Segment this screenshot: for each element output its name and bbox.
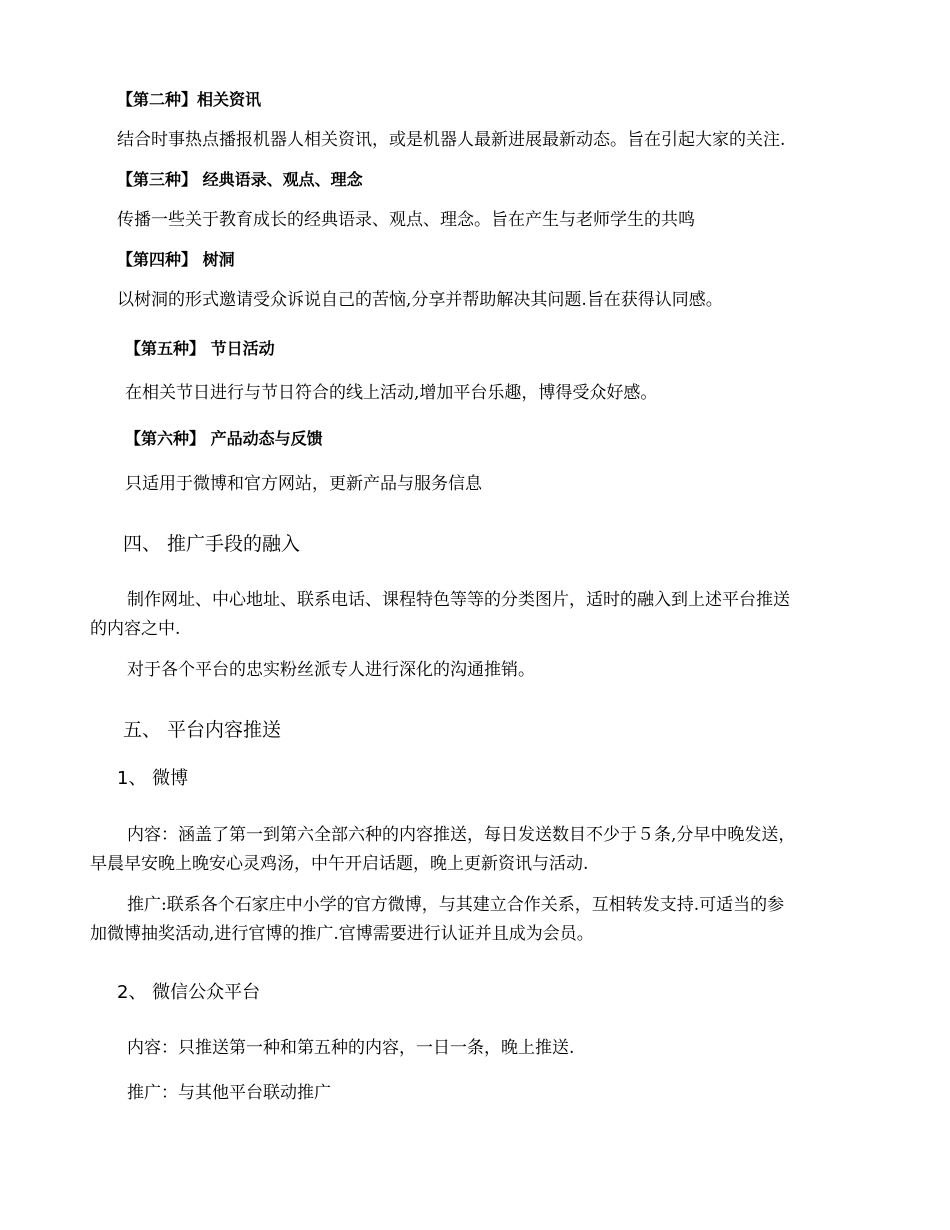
subsection-wechat-heading: 2、 微信公众平台 bbox=[117, 982, 261, 1003]
weibo-promo-line-1: 推广:联系各个石家庄中小学的官方微博，与其建立合作关系，互相转发支持.可适当的参 bbox=[127, 895, 785, 915]
category-6-body: 只适用于微博和官方网站，更新产品与服务信息 bbox=[125, 474, 482, 494]
category-5-title: 【第五种】 节日活动 bbox=[125, 339, 275, 358]
wechat-content: 内容：只推送第一种和第五种的内容，一日一条，晚上推送. bbox=[127, 1038, 575, 1058]
category-5-body: 在相关节日进行与节日符合的线上活动,增加平台乐趣，博得受众好感。 bbox=[125, 383, 658, 403]
section-5-heading: 五、 平台内容推送 bbox=[123, 719, 282, 741]
weibo-content-line-2: 早晨早安晚上晚安心灵鸡汤，中午开启话题，晚上更新资讯与活动. bbox=[90, 854, 589, 874]
section-4-paragraph-1-line-2: 的内容之中. bbox=[90, 619, 181, 639]
category-2-title: 【第二种】相关资讯 bbox=[117, 90, 262, 109]
category-4-title: 【第四种】 树洞 bbox=[117, 250, 235, 269]
subsection-weibo-heading: 1、 微博 bbox=[117, 768, 189, 789]
category-3-body: 传播一些关于教育成长的经典语录、观点、理念。旨在产生与老师学生的共鸣 bbox=[117, 210, 695, 230]
weibo-promo-line-2: 加微博抽奖活动,进行官博的推广.官博需要进行认证并且成为会员。 bbox=[90, 924, 594, 944]
category-6-title: 【第六种】 产品动态与反馈 bbox=[125, 429, 323, 448]
wechat-promo: 推广：与其他平台联动推广 bbox=[127, 1083, 331, 1103]
category-4-body: 以树洞的形式邀请受众诉说自己的苦恼,分享并帮助解决其问题.旨在获得认同感。 bbox=[117, 290, 723, 310]
category-2-body: 结合时事热点播报机器人相关资讯，或是机器人最新进展最新动态。旨在引起大家的关注. bbox=[117, 130, 786, 150]
section-4-heading: 四、 推广手段的融入 bbox=[123, 533, 301, 555]
section-4-paragraph-1-line-1: 制作网址、中心地址、联系电话、课程特色等等的分类图片，适时的融入到上述平台推送 bbox=[127, 590, 790, 610]
weibo-content-line-1: 内容：涵盖了第一到第六全部六种的内容推送，每日发送数目不少于５条,分早中晚发送， bbox=[127, 825, 796, 845]
section-4-paragraph-2: 对于各个平台的忠实粉丝派专人进行深化的沟通推销。 bbox=[127, 660, 535, 680]
category-3-title: 【第三种】 经典语录、观点、理念 bbox=[117, 170, 363, 189]
